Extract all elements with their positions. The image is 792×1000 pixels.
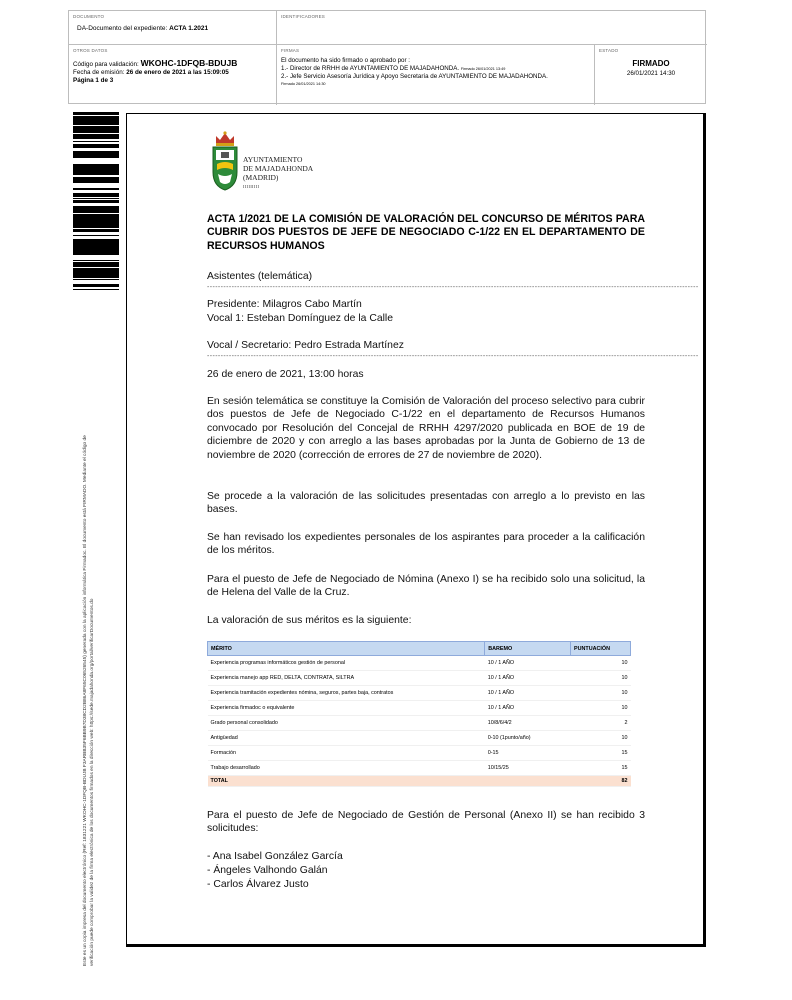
separator-line: ------------------------------------------------------------------------------------------------------------------------------------------------------------------------------------ — [207, 284, 699, 291]
emission-date: 26 de enero de 2021 a las 15:09:05 — [126, 69, 229, 77]
coat-of-arms-logo — [210, 130, 240, 192]
table-row — [208, 701, 631, 716]
scale-cell: 10/8/6/4/2 — [485, 716, 571, 731]
session-date: 26 de enero de 2021, 13:00 horas — [207, 369, 364, 380]
identifiers-label: IDENTIFICADORES — [281, 14, 326, 19]
table-row — [208, 671, 631, 686]
validation-code: WKOHC-1DFQB-BDUJB — [140, 58, 238, 68]
merit-cell: Trabajo desarrollado — [208, 761, 485, 776]
merit-cell: Experiencia tramitación expedientes nómina, seguros, partes baja, contratos — [208, 686, 485, 701]
document-header — [68, 10, 706, 104]
merit-cell: Experiencia firmadoc o equivalente — [208, 701, 485, 716]
merit-cell: Formación — [208, 746, 485, 761]
scale-cell: 0-15 — [485, 746, 571, 761]
document-reference: DA-Documento del expediente: ACTA 1.2021 — [77, 25, 209, 32]
validation-code-line: Código para validación: WKOHC-1DFQB-BDUJB — [73, 58, 238, 68]
scale-cell: 10 / 1 AÑO — [485, 656, 571, 671]
score-cell: 10 — [571, 656, 631, 671]
scale-cell: 10 / 1 AÑO — [485, 686, 571, 701]
scale-cell: 0-10 (1punto/año) — [485, 731, 571, 746]
document-title: ACTA 1/2021 DE LA COMISIÓN DE VALORACIÓN DEL CONCURSO DE MÉRITOS PARA CUBRIR DOS PUESTOS DE JEFE DE NEGOCIADO C-1/22 EN EL DEPARTAMENTO DE RECURSOS HUMANOS — [207, 213, 645, 252]
signature-2: 2.- Jefe Servicio Asesoría Jurídica y Apoyo Secretaría de AYUNTAMIENTO DE MAJADAHONDA. — [281, 73, 548, 81]
total-spacer — [485, 776, 571, 787]
merit-cell: Antigüedad — [208, 731, 485, 746]
paragraph-gestion-personal: Para el puesto de Jefe de Negociado de Gestión de Personal (Anexo II) se han recibido 3 solicitudes: — [207, 810, 645, 835]
candidate-item: - Ángeles Valhondo Galán — [207, 865, 328, 876]
document-label: DOCUMENTO — [73, 14, 105, 19]
status-value: FIRMADO — [632, 59, 670, 68]
other-data-label: OTROS DATOS — [73, 48, 108, 53]
merit-cell: Grado personal consolidado — [208, 716, 485, 731]
barcode-image — [73, 112, 119, 290]
separator-line: ------------------------------------------------------------------------------------------------------------------------------------------------------------------------------------ — [207, 353, 699, 360]
header-signatures-cell — [277, 45, 595, 105]
column-header-scale: BAREMO — [485, 642, 571, 656]
scale-cell: 10/15/25 — [485, 761, 571, 776]
table-row — [208, 656, 631, 671]
signatures-label: FIRMAS — [281, 48, 300, 53]
total-value: 82 — [571, 776, 631, 787]
signatures-intro: El documento ha sido firmado o aprobado por : — [281, 57, 410, 64]
header-document-cell — [69, 11, 277, 45]
logo-text: AYUNTAMIENTO DE MAJADAHONDA (MADRID) IIIIIIIII — [243, 155, 314, 189]
status-label: ESTADO — [599, 48, 619, 53]
score-cell: 10 — [571, 731, 631, 746]
table-total-row — [208, 776, 631, 787]
table-row — [208, 731, 631, 746]
paragraph-review: Se han revisado los expedientes personales de los aspirantes para proceder a la calificación de los méritos. — [207, 532, 645, 557]
candidate-item: - Carlos Álvarez Justo — [207, 879, 309, 890]
header-identifiers-cell — [277, 11, 707, 45]
emission-date-line: Fecha de emisión: 26 de enero de 2021 a las 15:09:05 — [73, 69, 229, 77]
table-row — [208, 746, 631, 761]
score-cell: 10 — [571, 686, 631, 701]
scale-cell: 10 / 1 AÑO — [485, 701, 571, 716]
merits-table — [207, 641, 631, 787]
column-header-merit: MÉRITO — [208, 642, 485, 656]
table-header-row — [208, 642, 631, 656]
table-row — [208, 761, 631, 776]
score-cell: 15 — [571, 761, 631, 776]
president: Presidente: Milagros Cabo Martín — [207, 299, 362, 310]
paragraph-merits-intro: La valoración de sus méritos es la siguiente: — [207, 615, 412, 626]
table-row — [208, 686, 631, 701]
header-other-data-cell — [69, 45, 277, 105]
verification-side-text: Este es un copia impresa del documento electrónico (Ref: 1831221 WKOHC-1DFQB-BDUJB F3ARBB35F6BB9B7D38CD2B86A8F65C06526545) generada con la aplicación informática Firmadoc. El documento está FIRMADO. Mediante el código de verificación puede comprobar la validez de la firma electrónica de los documentos firmados en la dirección web: https://sede.majadahonda.org/portal/verificarDocumentos.do — [83, 435, 95, 966]
score-cell: 2 — [571, 716, 631, 731]
attendees-heading: Asistentes (telemática) — [207, 271, 313, 282]
vocal-secretary: Vocal / Secretario: Pedro Estrada Martínez — [207, 340, 404, 351]
paragraph-nomina: Para el puesto de Jefe de Negociado de Nómina (Anexo I) se ha recibido solo una solicitud, la de Helena del Valle de la Cruz. — [207, 574, 645, 599]
document-id: ACTA 1.2021 — [169, 25, 209, 32]
merit-cell: Experiencia programas informáticos gestión de personal — [208, 656, 485, 671]
status-date: 26/01/2021 14:30 — [626, 70, 676, 77]
paragraph-valuation: Se procede a la valoración de las solicitudes presentadas con arreglo a lo previsto en las bases. — [207, 491, 645, 516]
signature-2-date: Firmado 26/01/2021 14:30 — [281, 81, 326, 86]
score-cell: 15 — [571, 746, 631, 761]
merit-cell: Experiencia manejo app RED, DELTA, CONTRATA, SILTRA — [208, 671, 485, 686]
scale-cell: 10 / 1 AÑO — [485, 671, 571, 686]
paragraph-constitution: En sesión telemática se constituye la Comisión de Valoración del proceso selectivo para cubrir dos puestos de Jefe de Negociado C-1/22 en el departamento de Recursos Humanos convocado por Resolución del Concejal de RRHH 4297/2020 publicada en BOE de 19 de diciembre de 2020 y con arreglo a las bases aprobadas por la Junta de Gobierno de 13 de noviembre de 2020 (corrección de errores de 27 de noviembre de 2020). — [207, 396, 645, 461]
signature-1: 1.- Director de RRHH de AYUNTAMIENTO DE MAJADAHONDA. Firmado 26/01/2021 13:49 — [281, 64, 506, 72]
total-label: TOTAL — [208, 776, 485, 787]
header-status-cell — [595, 45, 707, 105]
score-cell: 10 — [571, 701, 631, 716]
column-header-score: PUNTUACIÓN — [571, 642, 631, 656]
candidate-item: - Ana Isabel González García — [207, 851, 343, 862]
score-cell: 10 — [571, 671, 631, 686]
page-info: Página 1 de 3 — [73, 77, 114, 85]
vocal-1: Vocal 1: Esteban Domínguez de la Calle — [207, 313, 393, 324]
table-row — [208, 716, 631, 731]
